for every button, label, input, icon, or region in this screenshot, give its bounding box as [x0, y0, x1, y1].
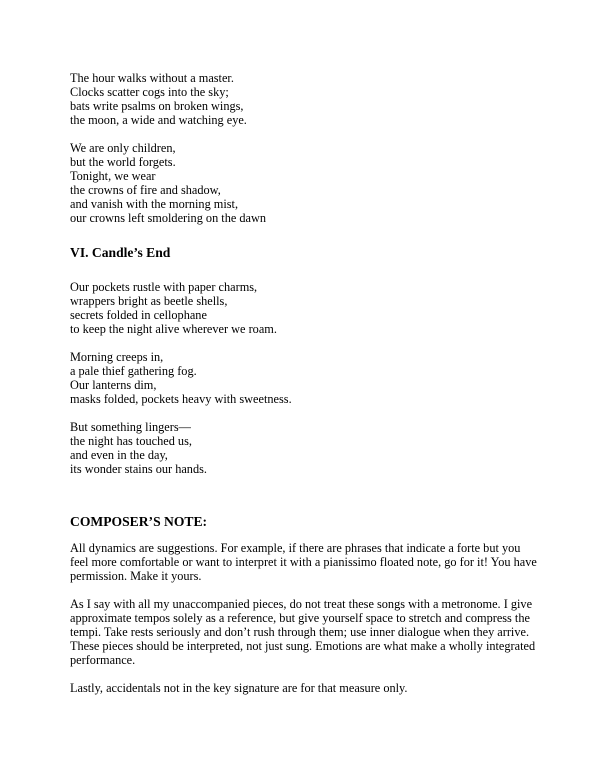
poem-stanza	[70, 71, 537, 127]
composer-note-paragraph: Lastly, accidentals not in the key signature are for that measure only.	[70, 681, 408, 695]
poem-line: Tonight, we wear	[70, 169, 156, 183]
poem-line: The hour walks without a master.	[70, 71, 234, 85]
poem-line: its wonder stains our hands.	[70, 462, 207, 476]
poem-line: and even in the day,	[70, 448, 168, 462]
poem-stanza	[70, 350, 537, 406]
poem-line: the night has touched us,	[70, 434, 192, 448]
poem-line: Our pockets rustle with paper charms,	[70, 280, 258, 294]
poem-line: bats write psalms on broken wings,	[70, 99, 244, 113]
poem-line: wrappers bright as beetle shells,	[70, 294, 228, 308]
poem-line: the crowns of fire and shadow,	[70, 183, 221, 197]
poem-line: Our lanterns dim,	[70, 378, 157, 392]
movement-heading: VI. Candle’s End	[70, 245, 171, 260]
poem-line: but the world forgets.	[70, 155, 176, 169]
poem-line: Morning creeps in,	[70, 350, 164, 364]
poem-line: We are only children,	[70, 141, 176, 155]
poem-line: Clocks scatter cogs into the sky;	[70, 85, 229, 99]
poem-line: and vanish with the morning mist,	[70, 197, 239, 211]
poem-line: a pale thief gathering fog.	[70, 364, 197, 378]
poem-line: the moon, a wide and watching eye.	[70, 113, 247, 127]
composer-note-paragraph: As I say with all my unaccompanied pieces, do not treat these songs with a metronome. I give approximate tempos solely as a reference, but give yourself space to stretch and compress the tempi. Take rests seriously and don’t rush through them; use inner dialogue when they arrive. These pieces should be interpreted, not just sung. Emotions are what make a wholly integrated performance.	[70, 597, 536, 667]
composer-note-paragraph: All dynamics are suggestions. For example, if there are phrases that indicate a forte but you feel more comfortable or want to interpret it with a pianissimo floated note, go for it! You have permission. Make it yours.	[70, 541, 537, 583]
poem-stanza	[70, 280, 537, 336]
poem-line: our crowns left smoldering on the dawn	[70, 211, 267, 225]
poem-line: secrets folded in cellophane	[70, 308, 207, 322]
composer-note-heading: COMPOSER’S NOTE:	[70, 514, 208, 529]
poem-line: to keep the night alive wherever we roam.	[70, 322, 277, 336]
poem-line: masks folded, pockets heavy with sweetness.	[70, 392, 292, 406]
poem-line: But something lingers—	[70, 420, 191, 434]
poem-stanza	[70, 141, 537, 225]
poem-stanza	[70, 420, 537, 476]
